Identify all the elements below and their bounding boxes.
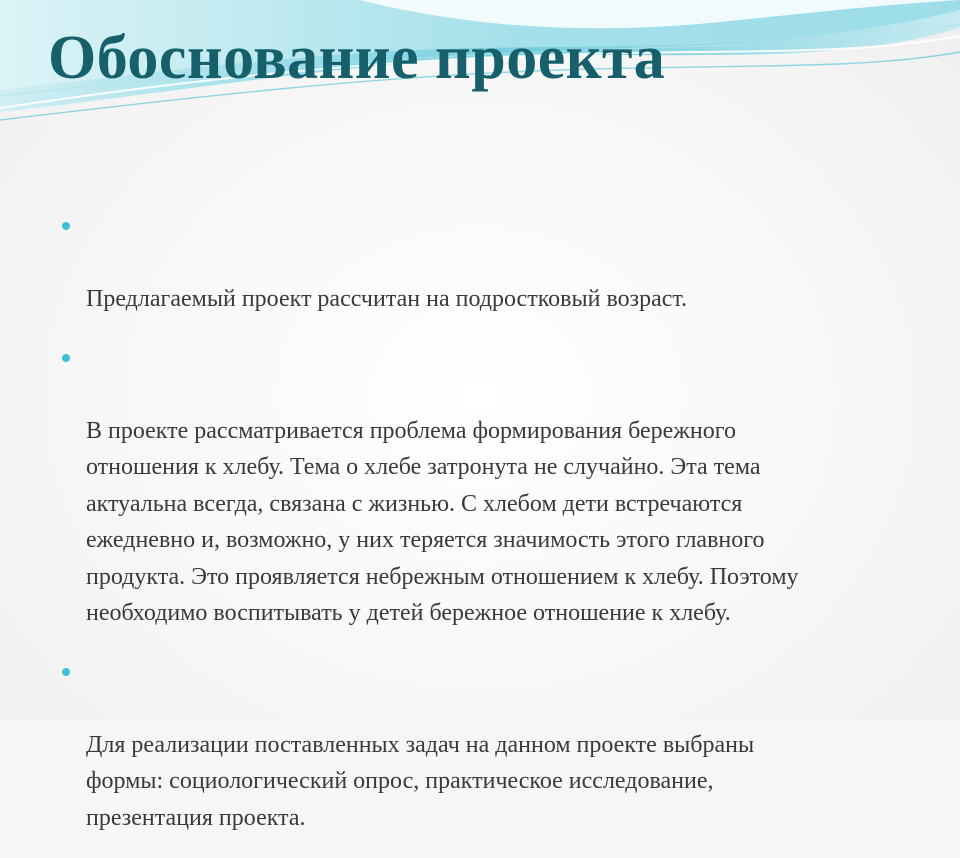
bullet-item — [60, 208, 900, 318]
bullet-text: Для реализации поставленных задач на данном проекте выбраны формы: социологический опрос, практическое исследование, презентация проекта. — [86, 731, 755, 831]
slide-title: Обоснование проекта — [48, 24, 666, 92]
bullet-item — [60, 340, 900, 632]
bullet-dot-icon — [62, 668, 70, 676]
bullet-text: Предлагаемый проект рассчитан на подростковый возраст. — [86, 286, 688, 312]
bullet-list — [60, 208, 900, 858]
bullet-item — [60, 654, 900, 837]
bullet-dot-icon — [62, 354, 70, 362]
bullet-dot-icon — [62, 222, 70, 230]
bullet-text: В проекте рассматривается проблема формирования бережного отношения к хлебу. Тема о хлебе затронута не случайно. Эта тема актуальна всегда, связана с жизнью. С хлебом дети встречаются ежедневно и, возможно, у них теряется значимость этого главного продукта. Это проявляется небрежным отношением к хлебу. Поэтому необходимо воспитывать у детей бережное отношение к хлебу. — [86, 417, 799, 626]
